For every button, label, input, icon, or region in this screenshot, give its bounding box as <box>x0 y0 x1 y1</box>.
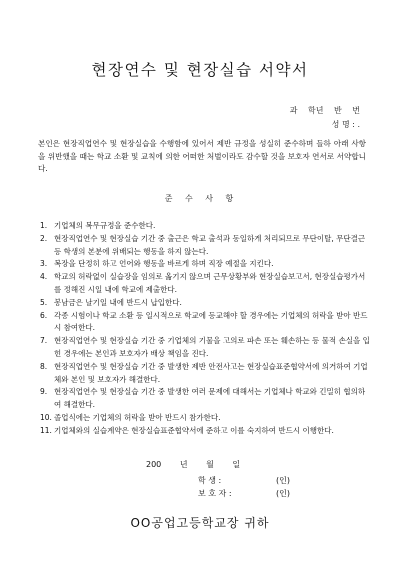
rule-item <box>40 335 370 361</box>
rules-list <box>40 220 370 438</box>
rule-number: 10. <box>40 412 52 422</box>
rule-text: 졸업식에는 기업체의 허락을 받아 반드시 참가한다. <box>54 412 221 422</box>
rule-number: 2. <box>40 233 48 243</box>
rule-item <box>40 233 370 259</box>
date-line: 200 년 월 일 <box>146 460 241 469</box>
class-info-line: 과 학년 반 번 <box>289 106 360 115</box>
rule-item <box>40 386 370 412</box>
document-title: 현장연수 및 현장실습 서약서 <box>91 61 309 79</box>
pledge-intro: 본인은 현장직업연수 및 현장실습을 수행함에 있어서 제반 규정을 성실히 준수하며 들하 아래 사항을 위반했을 때는 학교 소환 및 교칙에 의한 어떠한 처벌이라도 감수할 것을 보호자 연서로 서약합니다. <box>38 139 366 174</box>
rule-number: 8. <box>40 361 48 371</box>
seal-mark: (인) <box>276 476 290 485</box>
seal-mark: (인) <box>276 489 290 498</box>
rule-number: 5. <box>40 297 48 307</box>
rule-text: 학교의 허락없이 실습장을 임의로 옮기지 않으며 근무상황부와 현장실습보고서, 현장실습평가서를 정해진 시일 내에 학교에 제출한다. <box>54 272 366 294</box>
rule-number: 1. <box>40 221 48 230</box>
rule-text: 현장직업연수 및 현장실습 기간 중 발생한 제반 안전사고는 현장실습표준협약서에 의거하여 기업체와 본인 및 보호자가 해결한다. <box>54 361 368 384</box>
rule-number: 11. <box>40 425 52 435</box>
recipient-school: OO공업고등학교장 귀하 <box>130 516 270 530</box>
signature-label: 학 생 : <box>198 476 222 485</box>
rule-item <box>40 258 370 271</box>
rule-text: 봉남금은 날기일 내에 반드시 납입한다. <box>54 297 182 307</box>
rule-item <box>40 412 370 425</box>
rule-text: 기업체의 복무규정을 준수한다. <box>54 221 156 230</box>
rule-item <box>40 271 370 297</box>
rule-number: 6. <box>40 310 48 320</box>
section-subtitle: 준 수 사 항 <box>164 194 236 203</box>
rule-text: 현장직업연수 및 현장실습 기간 중 발생한 여러 문제에 대해서는 기업체나 학교와 긴밀히 협의하여 해결한다. <box>54 387 366 410</box>
rule-number: 4. <box>40 272 48 282</box>
rule-text: 각종 시험이나 학교 소환 등 일시적으로 학교에 등교해야 할 경우에는 기업체의 허락을 받아 반드시 참여한다. <box>54 310 368 333</box>
signature-label: 보 호 자 : <box>198 489 232 498</box>
rule-item <box>40 310 370 336</box>
rule-text: 복장을 단정히 하고 언어와 행동을 바르게 하며 직장 예절을 지킨다. <box>54 259 274 269</box>
name-line: 성 명 : . <box>331 120 360 129</box>
rule-text: 현장직업연수 및 현장실습 기간 중 출근은 학교 출석과 동일하게 처리되므로 무단이탈, 무단결근 등 학생의 본분에 위배되는 행동을 하지 않는다. <box>54 233 366 256</box>
rule-number: 3. <box>40 259 48 269</box>
rule-item <box>40 297 370 310</box>
rule-item <box>40 220 370 233</box>
student-signature-line <box>198 475 290 486</box>
rule-item <box>40 361 370 387</box>
guardian-signature-line <box>198 488 290 499</box>
rule-text: 현장직업연수 및 현장실습 기간 중 기업체의 기물을 고의로 파손 또는 훼손하는 등 물적 손실을 입힌 경우에는 본인과 보호자가 배상 책임을 진다. <box>54 336 370 358</box>
rule-item <box>40 425 370 438</box>
rule-text: 기업체와의 실습계약은 현장실습표준협약서에 준하고 이를 숙지하여 반드시 이행한다. <box>54 425 334 435</box>
rule-number: 9. <box>40 387 48 397</box>
rule-number: 7. <box>40 336 48 346</box>
